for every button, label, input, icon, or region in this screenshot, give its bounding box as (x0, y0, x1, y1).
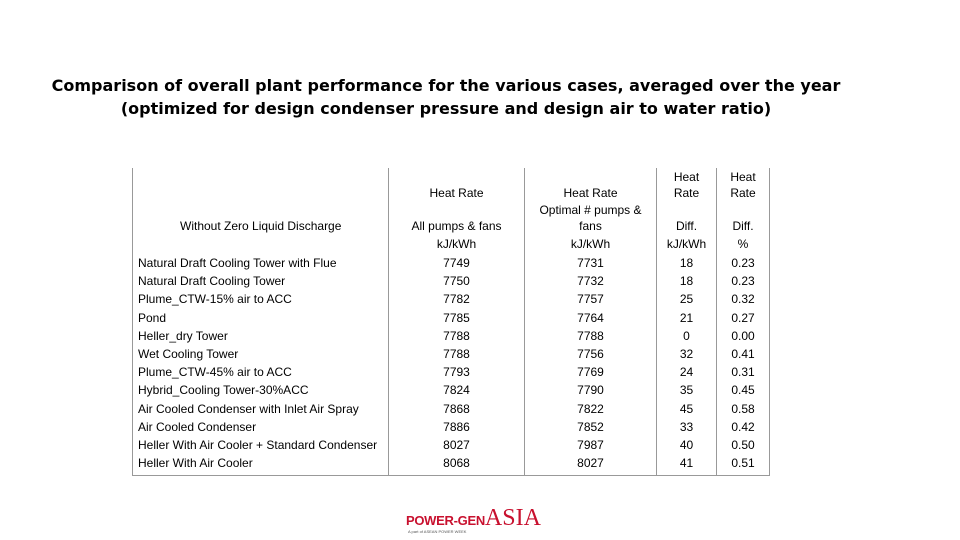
value-cell: 21 (679, 310, 694, 325)
value-cell: 8027 (577, 456, 604, 471)
title-line-1: Comparison of overall plant performance for the various cases, averaged over the year (51, 76, 841, 95)
value-cell: 0.27 (731, 310, 755, 325)
value-cell: 7788 (443, 347, 470, 361)
value-cell: 0.23 (731, 256, 755, 270)
case-name-cell: Heller With Air Cooler + Standard Condenser (138, 438, 378, 452)
case-name-cell: Plume_CTW-15% air to ACC (138, 292, 292, 307)
value-cell: 7868 (443, 401, 470, 416)
value-cell: 0.58 (731, 401, 755, 416)
header-diff-pct-line1: Heat (730, 170, 756, 184)
value-cell: 7793 (443, 365, 470, 380)
value-cell: 7749 (443, 256, 470, 270)
value-cell: 7756 (577, 347, 604, 361)
header-diff-pct-line2: Rate (730, 186, 756, 200)
case-name-cell: Heller_dry Tower (138, 328, 228, 343)
power-gen-asia-logo (406, 500, 556, 540)
header-heat-rate-all-sub: All pumps & fans (411, 219, 502, 233)
header-diff-kj-line3: Diff. (675, 219, 698, 233)
header-heat-rate-all-unit: kJ/kWh (436, 237, 477, 251)
value-cell: 40 (679, 438, 694, 452)
value-cell: 25 (679, 292, 694, 307)
value-cell: 7987 (577, 438, 604, 452)
value-cell: 45 (679, 401, 694, 416)
slide-title (0, 74, 892, 120)
value-cell: 0.32 (731, 292, 755, 307)
value-cell: 7822 (577, 401, 604, 416)
header-diff-kj-line1: Heat (673, 170, 700, 184)
case-name-cell: Wet Cooling Tower (138, 347, 239, 361)
header-diff-pct-line3: Diff. (732, 219, 754, 233)
logo-text-big: ASIA (484, 505, 541, 531)
value-cell: 7852 (577, 419, 604, 434)
value-cell: 7757 (577, 292, 604, 307)
value-cell: 0 (683, 328, 690, 343)
value-cell: 0.45 (731, 383, 755, 398)
value-cell: 35 (679, 383, 694, 398)
case-name-cell: Natural Draft Cooling Tower (138, 274, 286, 289)
value-cell: 7886 (443, 419, 470, 434)
header-heat-rate-optimal-unit: kJ/kWh (570, 237, 611, 251)
value-cell: 18 (679, 256, 694, 270)
value-cell: 7788 (577, 328, 604, 343)
title-line-2: (optimized for design condenser pressure and design air to water ratio) (120, 99, 772, 118)
value-cell: 7824 (443, 383, 470, 398)
value-cell: 7788 (443, 328, 470, 343)
header-diff-kj-unit: kJ/kWh (666, 237, 707, 251)
value-cell: 41 (679, 456, 694, 471)
value-cell: 7731 (577, 256, 604, 270)
case-name-cell: Air Cooled Condenser (138, 419, 257, 434)
value-cell: 7785 (443, 310, 470, 325)
value-cell: 7790 (577, 383, 604, 398)
header-heat-rate-optimal-sub1: Optimal # pumps & (539, 203, 642, 217)
value-cell: 8027 (443, 438, 470, 452)
case-name-cell: Plume_CTW-45% air to ACC (138, 365, 292, 380)
value-cell: 7782 (443, 292, 470, 307)
value-cell: 0.31 (731, 365, 755, 380)
header-heat-rate-optimal-sub2: fans (579, 219, 602, 233)
value-cell: 7732 (577, 274, 604, 289)
performance-table (132, 168, 770, 476)
header-diff-pct-unit: % (737, 237, 749, 251)
value-cell: 24 (679, 365, 694, 380)
value-cell: 33 (679, 419, 694, 434)
value-cell: 7769 (577, 365, 604, 380)
value-cell: 8068 (443, 456, 470, 471)
value-cell: 7764 (577, 310, 604, 325)
value-cell: 0.51 (731, 456, 755, 471)
case-name-cell: Heller With Air Cooler (138, 456, 253, 471)
value-cell: 0.42 (731, 419, 755, 434)
header-case-group: Without Zero Liquid Discharge (180, 219, 342, 233)
value-cell: 0.41 (731, 347, 755, 361)
case-name-cell: Pond (138, 310, 167, 325)
value-cell: 0.23 (731, 274, 755, 289)
case-name-cell: Natural Draft Cooling Tower with Flue (138, 256, 337, 270)
header-heat-rate-optimal: Heat Rate (563, 186, 618, 200)
case-name-cell: Air Cooled Condenser with Inlet Air Spray (138, 401, 359, 416)
value-cell: 18 (679, 274, 694, 289)
header-diff-kj-line2: Rate (673, 186, 700, 200)
logo-subtext: A part of ASEAN POWER WEEK (408, 529, 467, 534)
logo-text-main: POWER-GEN (406, 513, 485, 528)
value-cell: 0.00 (731, 328, 755, 343)
header-heat-rate-all: Heat Rate (429, 186, 484, 200)
value-cell: 32 (679, 347, 694, 361)
value-cell: 7750 (443, 274, 470, 289)
value-cell: 0.50 (731, 438, 755, 452)
case-name-cell: Hybrid_Cooling Tower-30%ACC (138, 383, 309, 398)
